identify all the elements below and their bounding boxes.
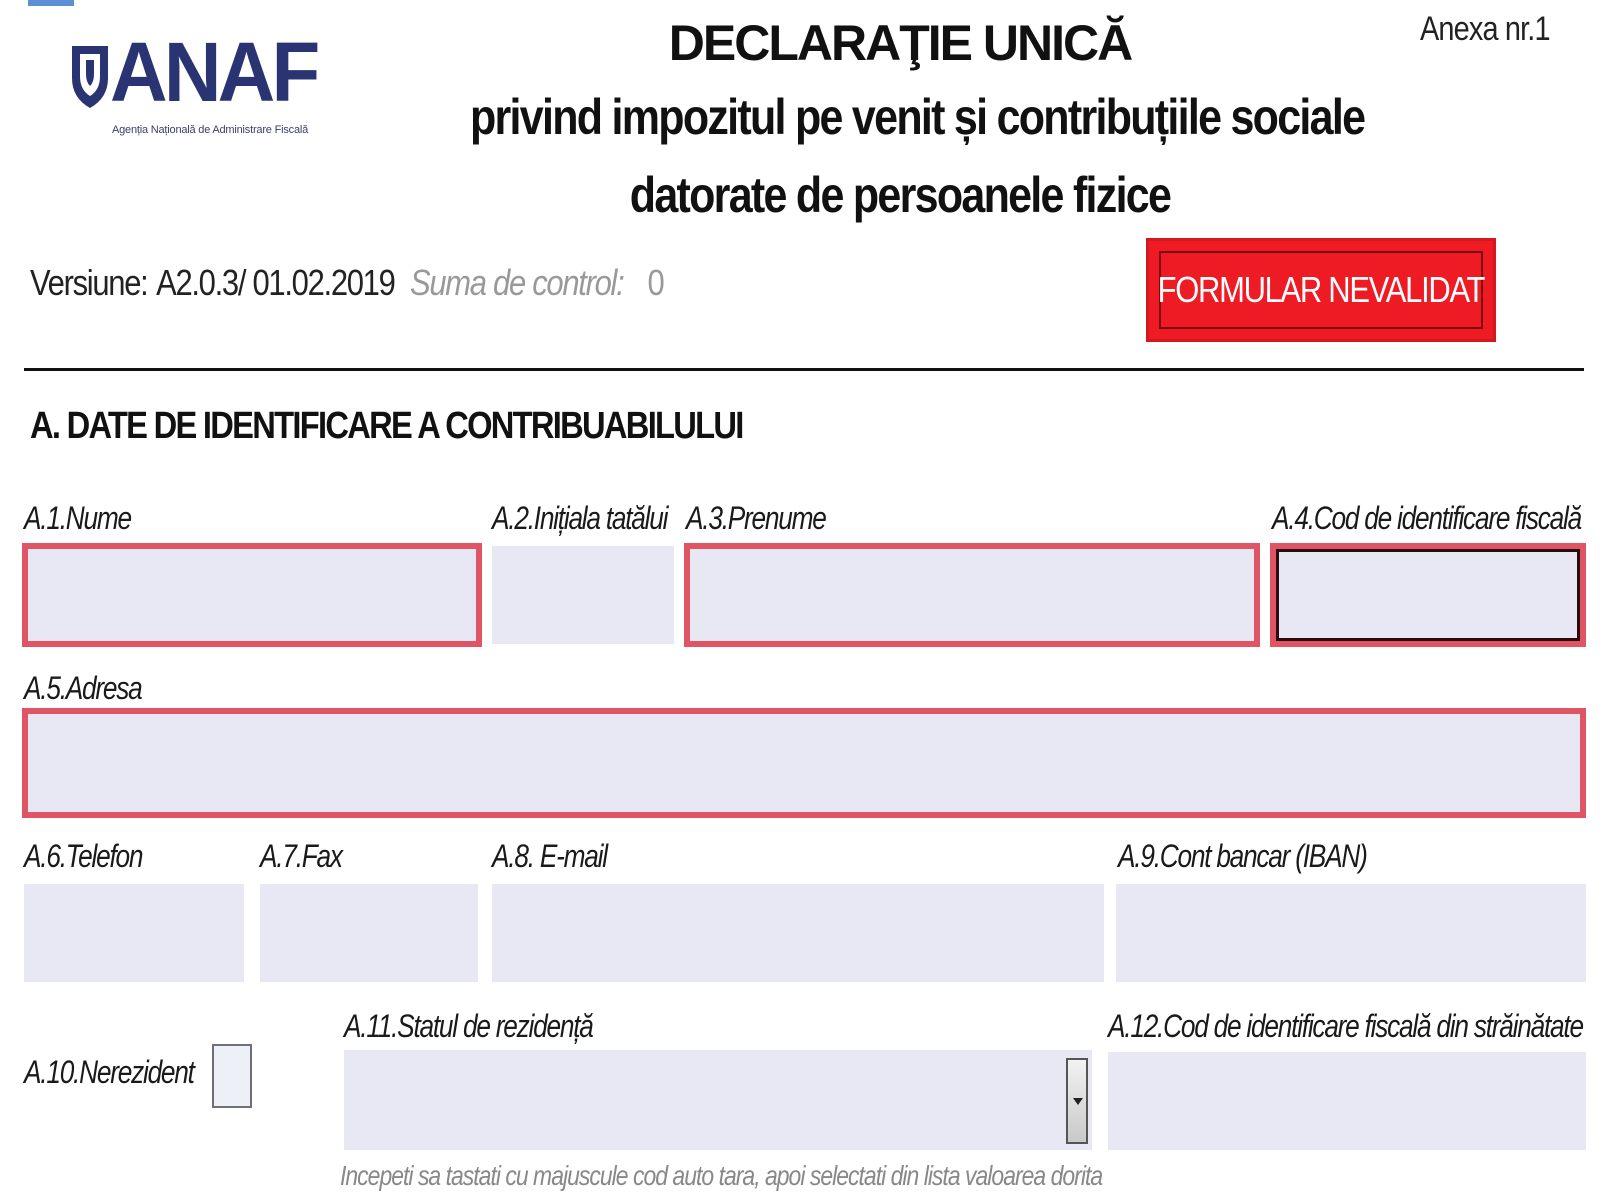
a4-label: A.4.Cod de identificare fiscală	[1272, 500, 1582, 536]
a11-label: A.11.Statul de rezidență	[344, 1008, 593, 1044]
a1-label: A.1.Nume	[24, 500, 131, 536]
version-label: Versiune:	[30, 262, 148, 303]
a4-cif-input[interactable]	[1270, 543, 1586, 647]
logo-subtitle: Agenția Națională de Administrare Fiscală	[112, 124, 309, 136]
top-left-marker	[28, 0, 74, 6]
a5-label: A.5.Adresa	[24, 670, 142, 706]
shield-icon	[68, 40, 112, 110]
form-title: DECLARAŢIE UNICĂ	[668, 15, 1132, 71]
form-status-button[interactable]	[1146, 238, 1496, 342]
a8-label: A.8. E-mail	[492, 838, 607, 874]
a10-nerezident-checkbox[interactable]	[212, 1044, 252, 1108]
a12-cif-strainatate-input[interactable]	[1108, 1052, 1586, 1150]
a8-email-input[interactable]	[492, 884, 1104, 982]
control-sum-label: Suma de control:	[410, 262, 624, 303]
anaf-logo	[68, 25, 318, 146]
a6-telefon-input[interactable]	[24, 884, 244, 982]
section-a-title: A. DATE DE IDENTIFICARE A CONTRIBUABILULUI	[30, 405, 743, 447]
a1-nume-input[interactable]	[22, 543, 482, 647]
a2-initiala-input[interactable]	[492, 546, 674, 644]
a6-label: A.6.Telefon	[24, 838, 143, 874]
a3-prenume-input[interactable]	[684, 543, 1260, 647]
form-subtitle-line1: privind impozitul pe venit și contribuțiile sociale	[470, 89, 1365, 145]
a7-fax-input[interactable]	[260, 884, 478, 982]
chevron-down-icon	[1073, 1098, 1083, 1105]
header-divider	[24, 368, 1584, 371]
annex-label: Anexa nr.1	[1420, 10, 1550, 48]
form-status-label: FORMULAR NEVALIDAT	[1157, 269, 1485, 310]
a3-label: A.3.Prenume	[686, 500, 826, 536]
a5-adresa-input[interactable]	[22, 708, 1586, 818]
a12-label: A.12.Cod de identificare fiscală din străinătate	[1108, 1008, 1583, 1044]
a11-hint: Incepeti sa tastati cu majuscule cod auto tara, apoi selectati din lista valoarea dorita	[340, 1160, 1103, 1191]
logo-wordmark: ANAF	[110, 25, 317, 119]
a11-statul-rezidenta-combo[interactable]	[344, 1050, 1092, 1150]
form-subtitle-line2: datorate de persoanele fizice	[629, 167, 1171, 223]
a2-label: A.2.Inițiala tatălui	[492, 500, 668, 536]
a7-label: A.7.Fax	[260, 838, 342, 874]
version-value: A2.0.3/ 01.02.2019	[156, 262, 395, 303]
control-sum-value: 0	[647, 262, 664, 303]
version-row	[30, 262, 663, 304]
a11-dropdown-button[interactable]	[1066, 1058, 1088, 1144]
a10-label: A.10.Nerezident	[24, 1054, 194, 1090]
a9-label: A.9.Cont bancar (IBAN)	[1118, 838, 1367, 874]
a9-iban-input[interactable]	[1116, 884, 1586, 982]
